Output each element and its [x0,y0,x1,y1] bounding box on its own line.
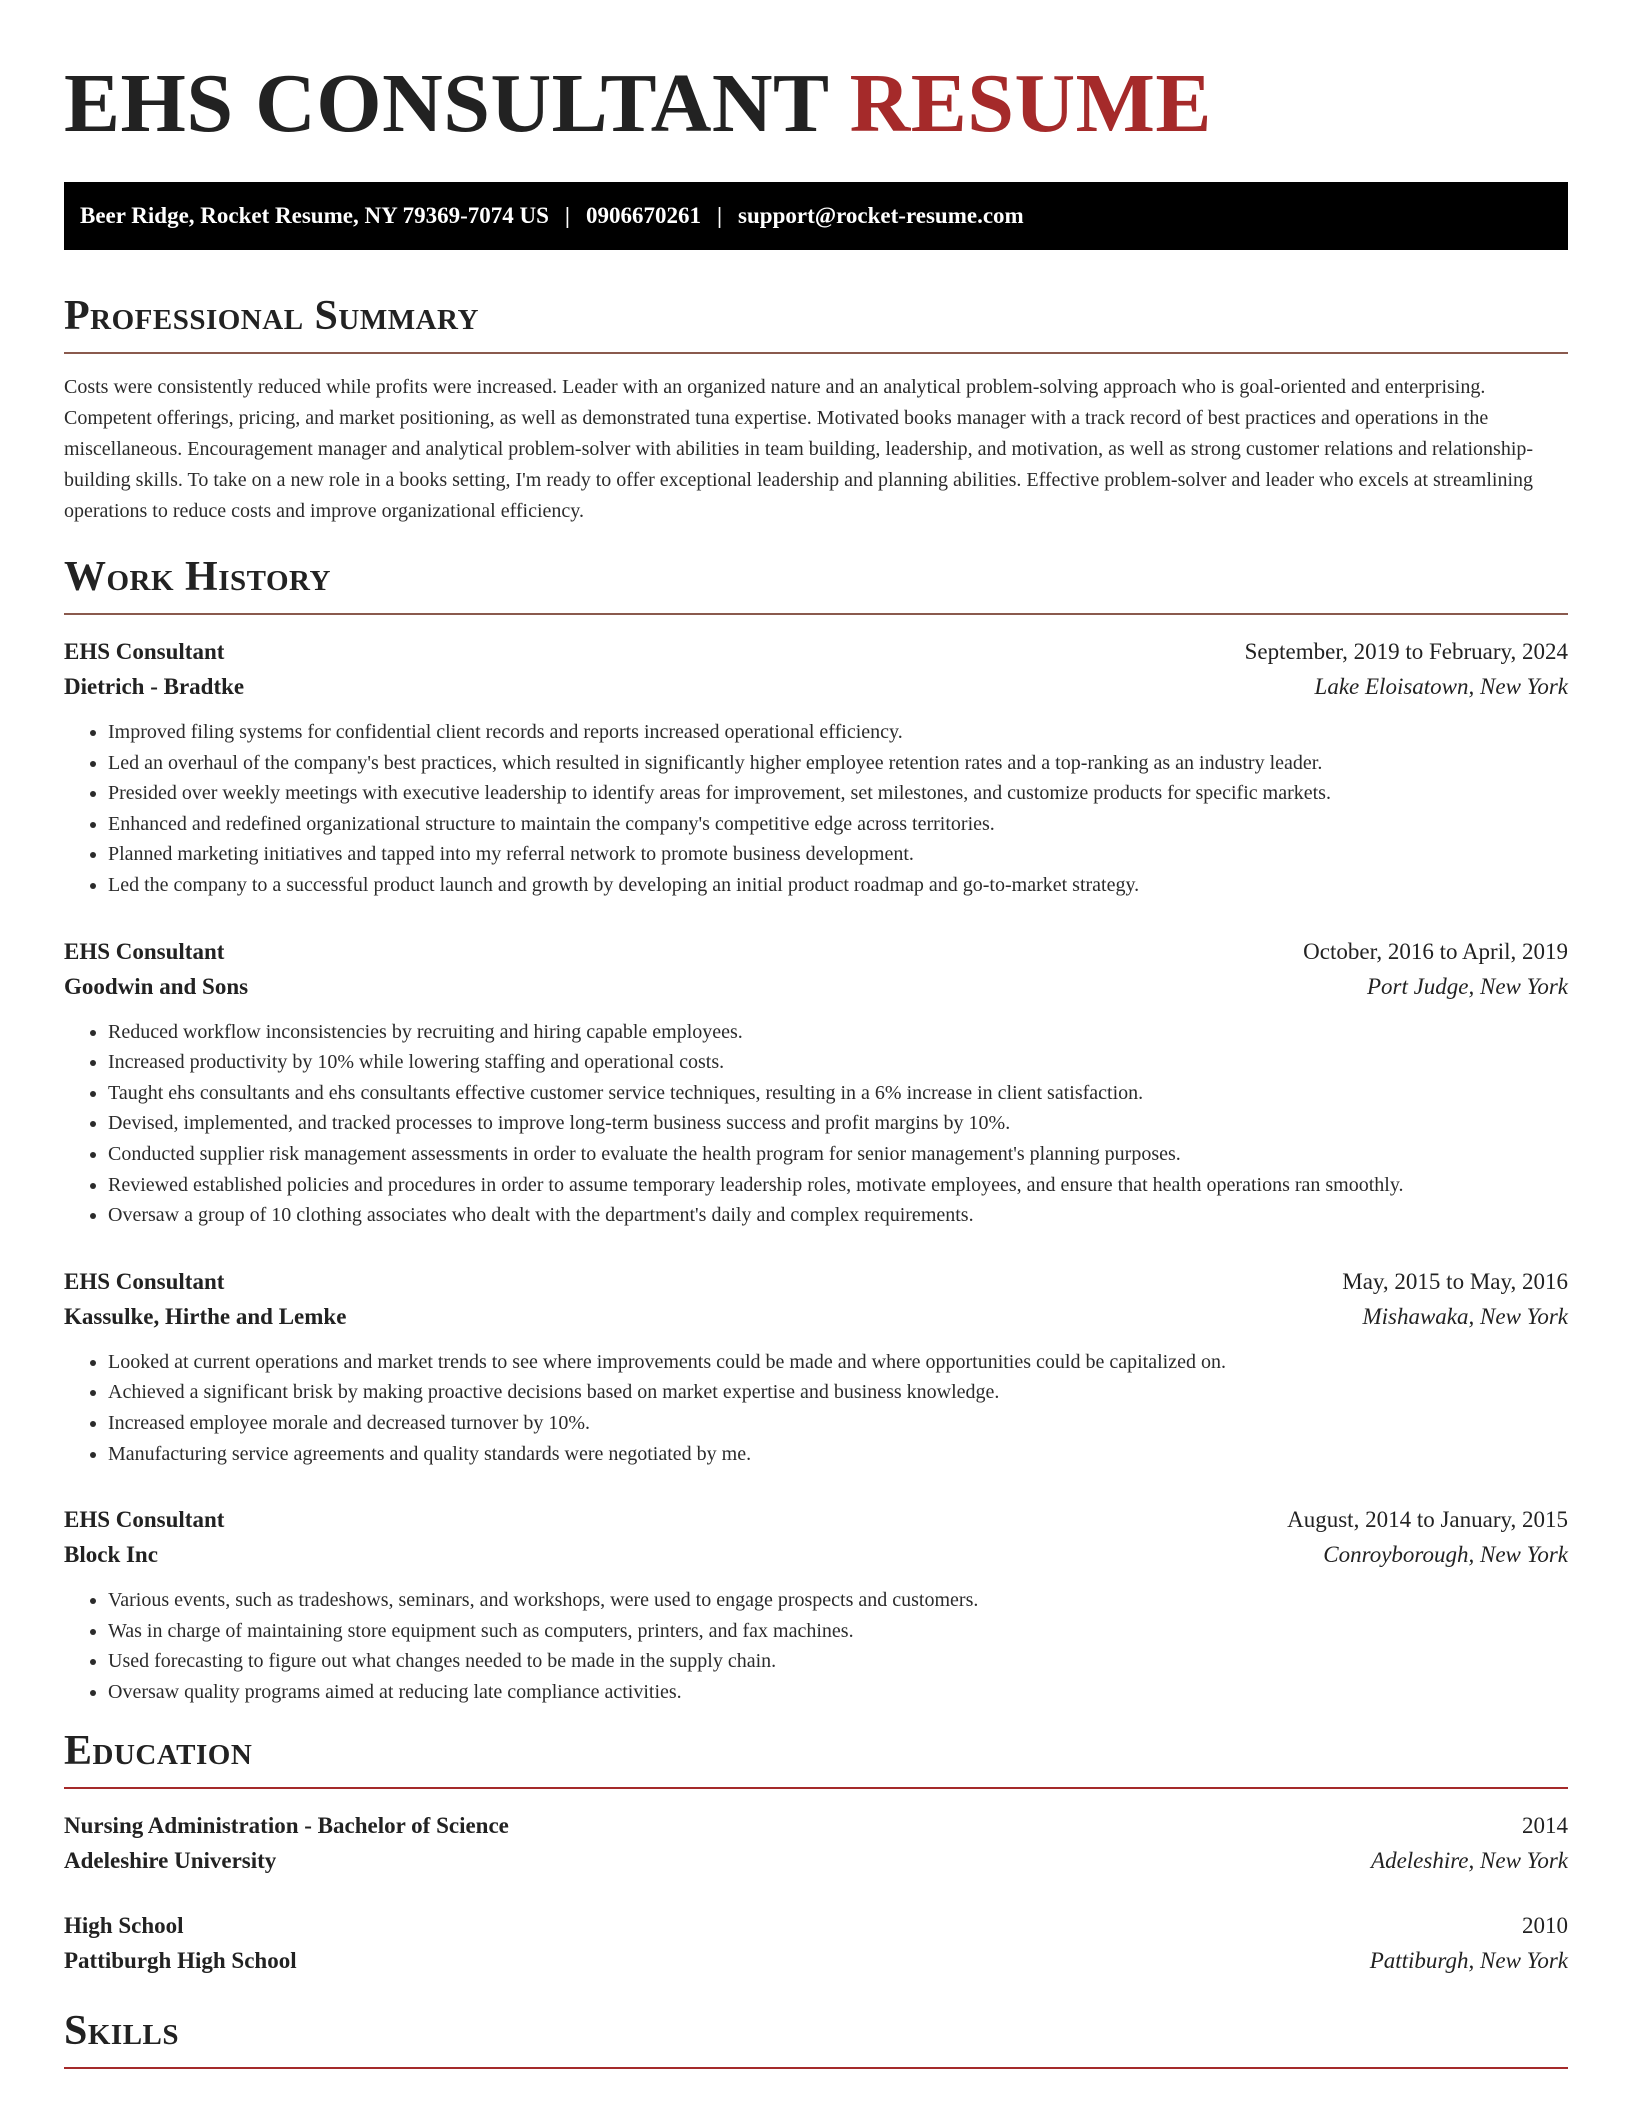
section-heading-work: Work History [64,551,1568,615]
job-bullet: • Improved filing systems for confidential client records and reports increased operational efficiency. [108,717,1568,748]
job-bullet: • Presided over weekly meetings with executive leadership to identify areas for improvement, set milestones, and customize products for specific markets. [108,778,1568,809]
contact-phone: 0906670261 [585,203,701,228]
title-accent: RESUME [849,57,1212,150]
job-bullets [64,1347,1568,1469]
job-bullet: • Reduced workflow inconsistencies by recruiting and hiring capable employees. [108,1017,1568,1048]
summary-text: Costs were consistently reduced while profits were increased. Leader with an organized nature and an analytical problem-solving approach who is goal-oriented and enterprising. Competent offerings, pricing, and market positioning, as well as demonstrated tuna expertise. Motivated books manager with a track record of best practices and operations in the miscellaneous. Encouragement manager and analytical problem-solver with abilities in team building, leadership, and motivation, as well as strong customer relations and relationship-building skills. To take on a new role in a books setting, I'm ready to offer exceptional leadership and planning abilities. Effective problem-solver and leader who excels at streamlining operations to reduce costs and improve organizational efficiency. [64,376,1534,522]
contact-address: Beer Ridge, Rocket Resume, NY 79369-7074 US [80,203,549,228]
education-school: Adeleshire University [64,1848,277,1874]
contact-separator: | [716,203,723,228]
contact-separator: | [564,203,570,228]
job-entry [64,1265,1568,1469]
title-main: EHS CONSULTANT [64,57,829,150]
contact-bar [64,182,1568,250]
job-entry [64,935,1568,1231]
job-bullet: • Manufacturing service agreements and quality standards were negotiated by me. [108,1439,1568,1470]
education-year: 2010 [1522,1913,1568,1939]
job-bullet: • Enhanced and redefined organizational structure to maintain the company's competitive edge across territories. [108,809,1568,840]
education-location: Adeleshire, New York [1371,1848,1568,1874]
job-bullet: • Increased productivity by 10% while lowering staffing and operational costs. [108,1047,1568,1078]
job-bullet: • Increased employee morale and decreased turnover by 10%. [108,1408,1568,1439]
job-bullet: • Devised, implemented, and tracked processes to improve long-term business success and profit margins by 10%. [108,1108,1568,1139]
job-role: EHS Consultant [64,938,225,964]
job-location: Port Judge, New York [1366,973,1568,999]
resume-title [64,58,1568,150]
education-entry [64,1809,1568,1879]
job-role: EHS Consultant [64,639,225,664]
education-location: Pattiburgh, New York [1369,1948,1568,1974]
job-bullet: • Looked at current operations and market trends to see where improvements could be made and where opportunities could be capitalized on. [108,1347,1568,1378]
job-bullet: • Used forecasting to figure out what changes needed to be made in the supply chain. [108,1646,1568,1677]
work-history-section [64,551,1568,1707]
education-school: Pattiburgh High School [64,1948,297,1974]
job-bullets [64,1017,1568,1231]
job-bullet: • Reviewed established policies and procedures in order to assume temporary leadership roles, motivate employees, and ensure that health operations ran smoothly. [108,1170,1568,1201]
education-degree: Nursing Administration - Bachelor of Science [64,1813,509,1839]
job-role: EHS Consultant [64,1268,225,1294]
job-bullet: • Was in charge of maintaining store equipment such as computers, printers, and fax machines. [108,1616,1568,1647]
job-dates: September, 2019 to February, 2024 [1244,639,1568,664]
job-company: Kassulke, Hirthe and Lemke [64,1303,347,1329]
job-entry [64,635,1568,901]
job-bullets [64,717,1568,901]
job-bullet: • Led an overhaul of the company's best practices, which resulted in significantly higher employee retention rates and a top-ranking as an industry leader. [108,748,1568,779]
job-bullet: • Conducted supplier risk management assessments in order to evaluate the health program for senior management's planning purposes. [108,1139,1568,1170]
job-dates: August, 2014 to January, 2015 [1287,1507,1568,1533]
section-heading-skills: Skills [64,2005,1568,2069]
job-bullet: • Taught ehs consultants and ehs consultants effective customer service techniques, resulting in a 6% increase in client satisfaction. [108,1078,1568,1109]
job-location: Lake Eloisatown, New York [1314,674,1568,699]
skills-section [64,2005,1568,2069]
section-heading-summary: Professional Summary [64,290,1568,354]
section-heading-education: Education [64,1725,1568,1789]
education-year: 2014 [1522,1813,1568,1839]
job-bullet: • Planned marketing initiatives and tapped into my referral network to promote business development. [108,839,1568,870]
job-bullet: • Oversaw quality programs aimed at reducing late compliance activities. [108,1677,1568,1708]
job-location: Mishawaka, New York [1362,1303,1568,1329]
education-section [64,1725,1568,1979]
job-dates: October, 2016 to April, 2019 [1303,938,1568,964]
job-bullet: • Led the company to a successful product launch and growth by developing an initial product roadmap and go-to-market strategy. [108,870,1568,901]
job-company: Block Inc [64,1542,158,1568]
job-bullet: • Achieved a significant brisk by making proactive decisions based on market expertise and business knowledge. [108,1377,1568,1408]
education-entry [64,1909,1568,1979]
job-bullet: • Various events, such as tradeshows, seminars, and workshops, were used to engage prospects and customers. [108,1585,1568,1616]
job-company: Goodwin and Sons [64,973,249,999]
job-bullet: • Oversaw a group of 10 clothing associates who dealt with the department's daily and complex requirements. [108,1200,1568,1231]
contact-email: support@rocket-resume.com [738,203,1024,228]
job-bullets [64,1585,1568,1707]
job-location: Conroyborough, New York [1323,1542,1568,1568]
professional-summary-section [64,290,1568,527]
job-role: EHS Consultant [64,1507,225,1533]
education-degree: High School [64,1913,184,1939]
job-company: Dietrich - Bradtke [64,674,245,699]
job-dates: May, 2015 to May, 2016 [1342,1268,1568,1294]
job-entry [64,1503,1568,1707]
